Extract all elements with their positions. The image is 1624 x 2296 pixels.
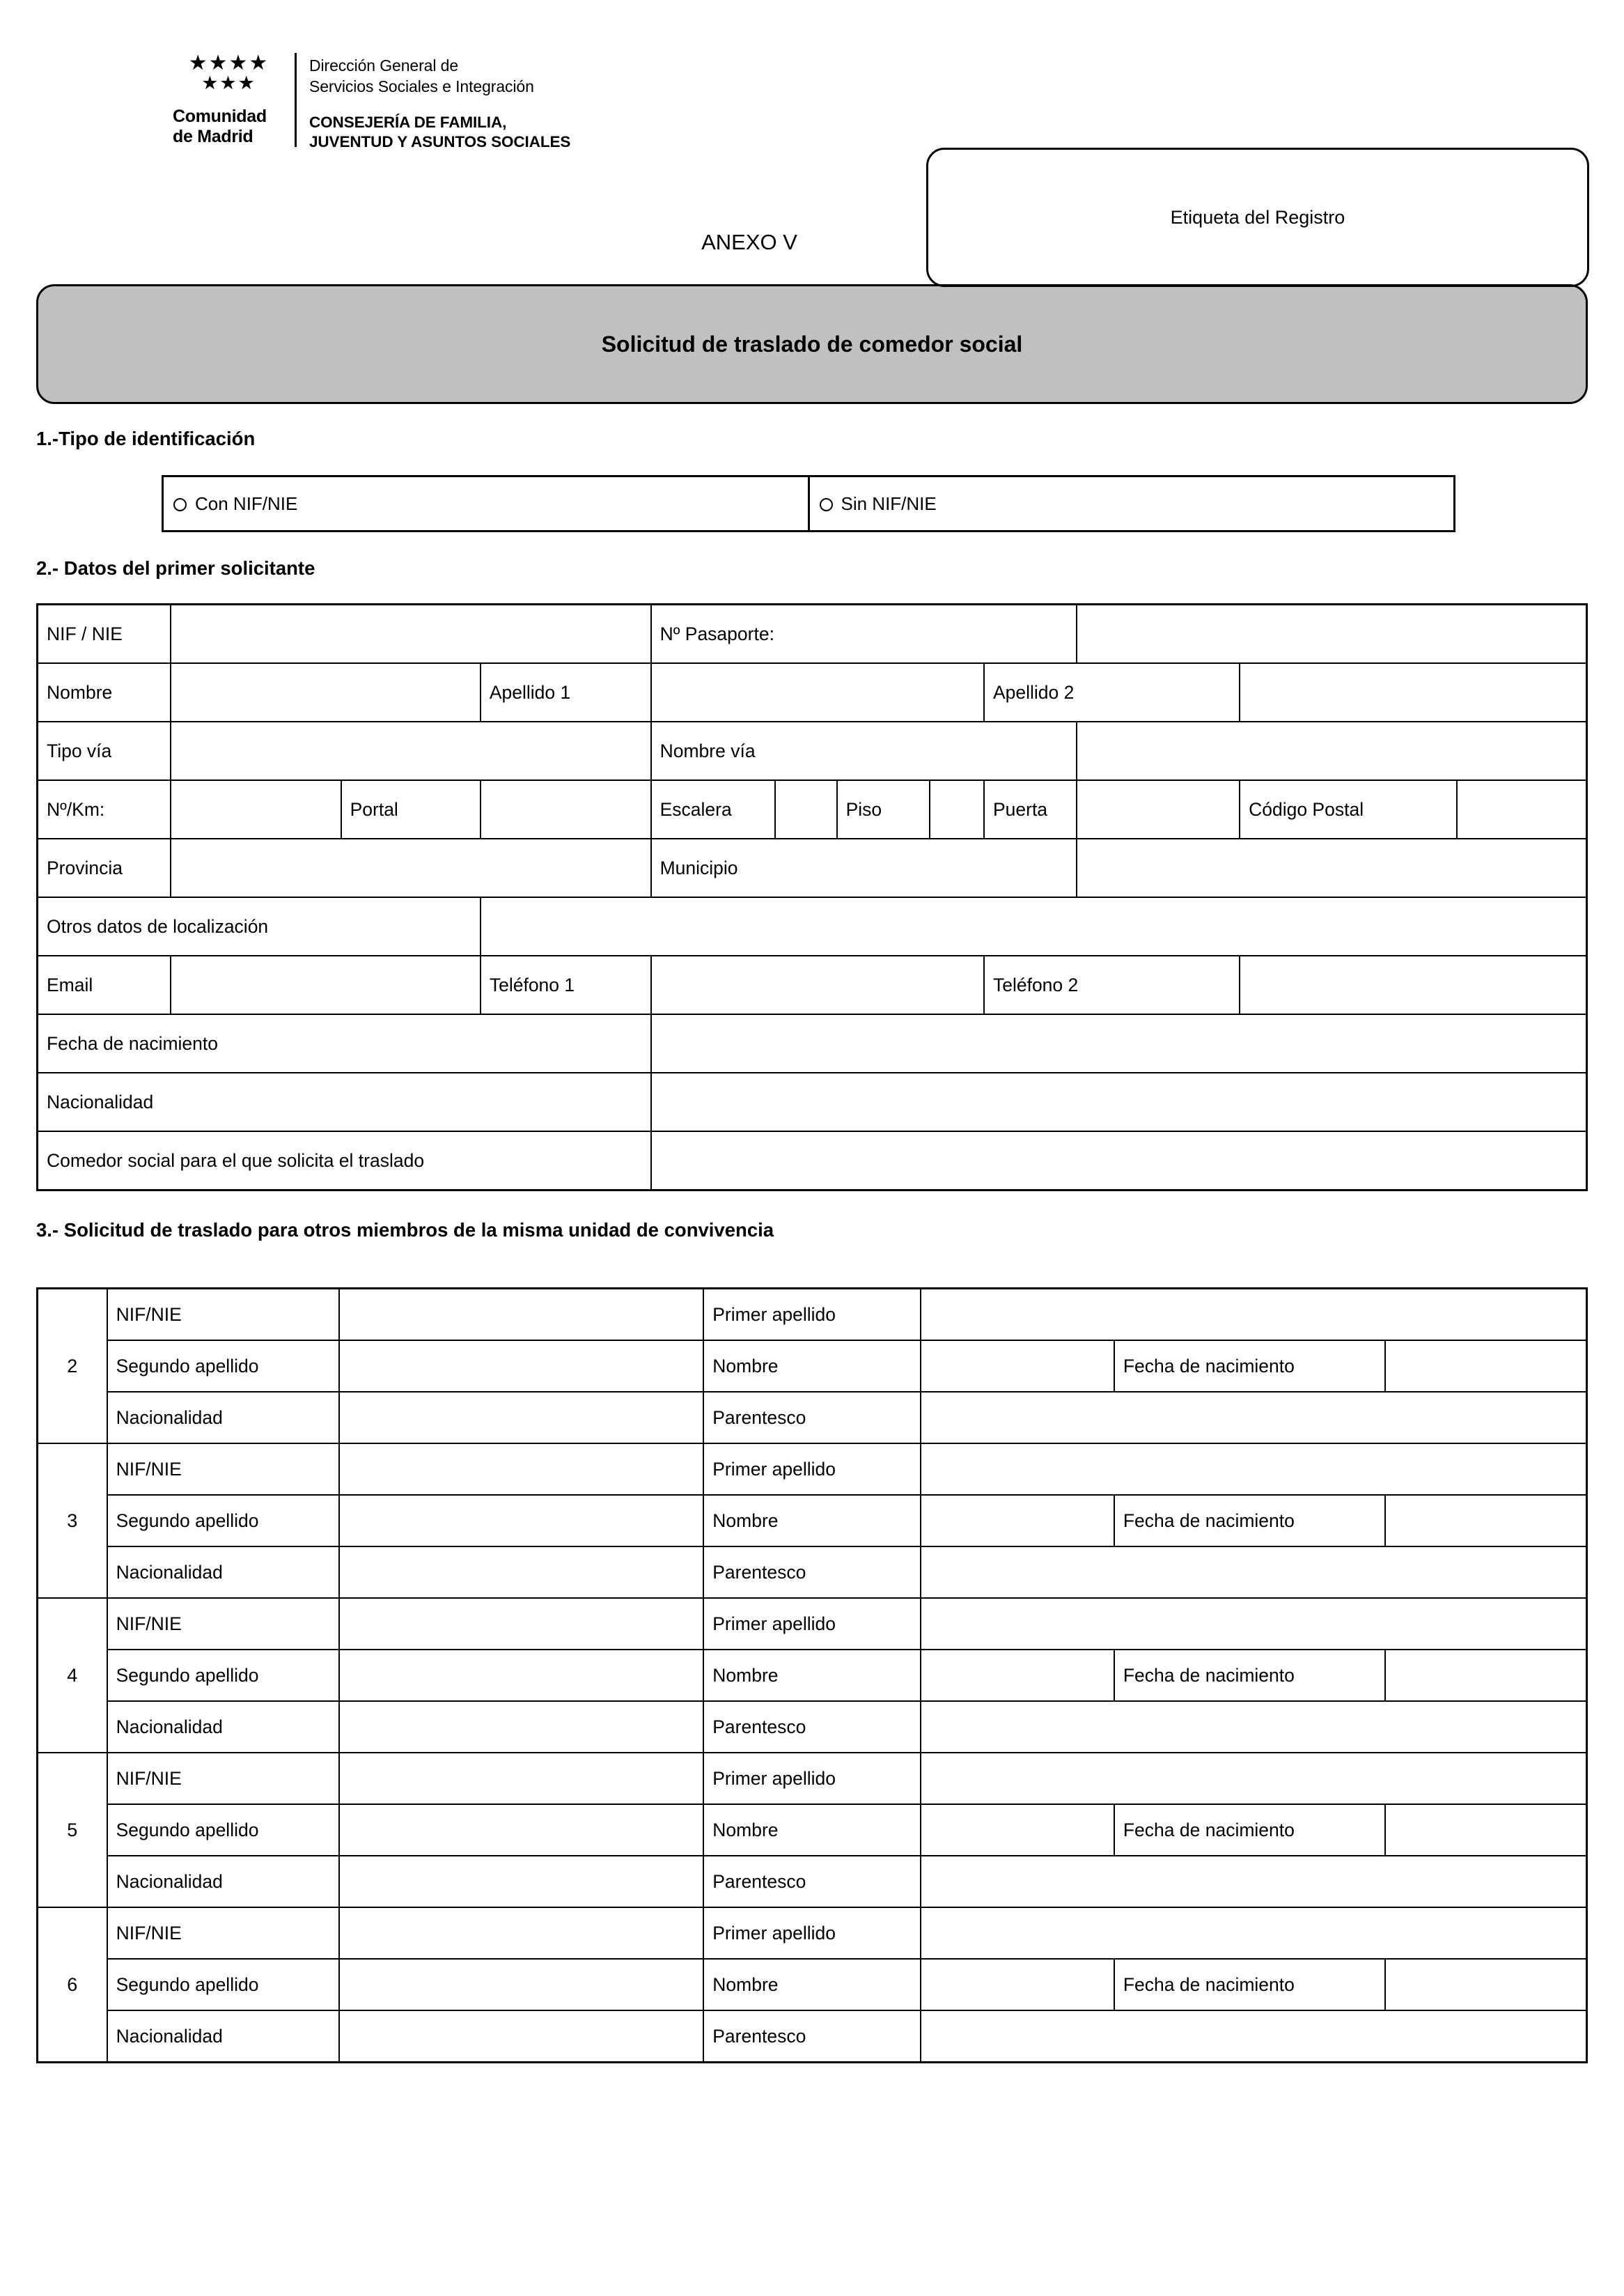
section-1-title: 1.-Tipo de identificación xyxy=(36,428,256,449)
label-portal: Portal xyxy=(341,780,481,839)
label-apellido-1: Apellido 1 xyxy=(481,663,651,722)
option-sin-nif-cell[interactable] xyxy=(809,476,1455,532)
label-primer-apellido: Primer apellido xyxy=(703,1443,921,1495)
label-nacionalidad: Nacionalidad xyxy=(107,1701,340,1753)
field-nif-nie-6[interactable] xyxy=(339,1907,703,1959)
label-piso: Piso xyxy=(837,780,930,839)
stars-row-2: ★★★ xyxy=(201,72,256,94)
direccion-general-line-1: Dirección General de xyxy=(309,56,459,75)
field-nacionalidad-2[interactable] xyxy=(339,1392,703,1443)
label-nombre: Nombre xyxy=(703,1959,921,2010)
logo-left-block xyxy=(173,53,297,147)
document-header xyxy=(36,39,1588,228)
label-tipo-via: Tipo vía xyxy=(38,722,171,780)
label-parentesco: Parentesco xyxy=(703,2010,921,2063)
consejeria-line-1: CONSEJERÍA DE FAMILIA, xyxy=(309,113,507,131)
field-tipo-via[interactable] xyxy=(171,722,651,780)
table-row xyxy=(38,1014,1587,1073)
field-nombre-2[interactable] xyxy=(921,1340,1114,1392)
label-fecha-nacimiento: Fecha de nacimiento xyxy=(1114,1495,1385,1546)
label-primer-apellido: Primer apellido xyxy=(703,1598,921,1650)
label-nif-nie: NIF/NIE xyxy=(107,1753,340,1804)
member-index-5: 5 xyxy=(38,1753,107,1907)
field-municipio[interactable] xyxy=(1077,839,1586,897)
field-portal[interactable] xyxy=(481,780,651,839)
field-telefono-1[interactable] xyxy=(651,956,984,1014)
field-apellido-2[interactable] xyxy=(1240,663,1586,722)
field-email[interactable] xyxy=(171,956,481,1014)
registro-label-text: Etiqueta del Registro xyxy=(1170,206,1345,228)
field-fecha-nacimiento-3[interactable] xyxy=(1385,1495,1586,1546)
logo-right-block xyxy=(297,53,570,152)
label-parentesco: Parentesco xyxy=(703,1856,921,1907)
option-sin-nif-label: Sin NIF/NIE xyxy=(841,492,937,514)
field-nif-nie-4[interactable] xyxy=(339,1598,703,1650)
field-nombre-3[interactable] xyxy=(921,1495,1114,1546)
identification-table-wrapper xyxy=(36,475,1588,532)
field-primer-apellido-2[interactable] xyxy=(921,1289,1587,1341)
table-row xyxy=(38,1546,1587,1598)
field-puerta[interactable] xyxy=(1077,780,1240,839)
label-nombre: Nombre xyxy=(703,1804,921,1856)
label-nacionalidad: Nacionalidad xyxy=(107,1856,340,1907)
label-nif-nie: NIF/NIE xyxy=(107,1443,340,1495)
label-fecha-nacimiento: Fecha de nacimiento xyxy=(1114,1650,1385,1701)
table-row xyxy=(38,663,1587,722)
table-row xyxy=(38,1392,1587,1443)
label-fecha-nacimiento: Fecha de nacimiento xyxy=(1114,1804,1385,1856)
field-segundo-apellido-2[interactable] xyxy=(339,1340,703,1392)
stars-row-1: ★★★★ xyxy=(188,51,270,75)
field-primer-apellido-5[interactable] xyxy=(921,1753,1587,1804)
field-nombre-6[interactable] xyxy=(921,1959,1114,2010)
table-row xyxy=(38,1073,1587,1131)
label-nombre: Nombre xyxy=(38,663,171,722)
field-nombre-5[interactable] xyxy=(921,1804,1114,1856)
label-nif-nie: NIF/NIE xyxy=(107,1289,340,1341)
consejeria-block xyxy=(309,113,570,152)
radio-icon[interactable] xyxy=(173,498,187,511)
field-nacionalidad-5[interactable] xyxy=(339,1856,703,1907)
label-fecha-nacimiento: Fecha de nacimiento xyxy=(38,1014,651,1073)
logo-community-name xyxy=(173,107,285,147)
label-nacionalidad: Nacionalidad xyxy=(107,1392,340,1443)
field-segundo-apellido-6[interactable] xyxy=(339,1959,703,2010)
field-nacionalidad-6[interactable] xyxy=(339,2010,703,2063)
option-con-nif-cell[interactable] xyxy=(163,476,809,532)
table-row xyxy=(38,1340,1587,1392)
field-num-km[interactable] xyxy=(171,780,341,839)
logo-community-line-2: de Madrid xyxy=(173,126,253,146)
label-nombre: Nombre xyxy=(703,1340,921,1392)
table-row xyxy=(38,1804,1587,1856)
field-primer-apellido-3[interactable] xyxy=(921,1443,1587,1495)
form-title-text: Solicitud de traslado de comedor social xyxy=(601,331,1023,357)
field-fecha-nacimiento-4[interactable] xyxy=(1385,1650,1586,1701)
field-nombre[interactable] xyxy=(171,663,481,722)
field-telefono-2[interactable] xyxy=(1240,956,1586,1014)
field-parentesco-5[interactable] xyxy=(921,1856,1587,1907)
label-comedor-social: Comedor social para el que solicita el traslado xyxy=(38,1131,651,1190)
table-row xyxy=(38,780,1587,839)
field-segundo-apellido-5[interactable] xyxy=(339,1804,703,1856)
section-3-table-wrapper xyxy=(36,1287,1588,2063)
field-nif-nie-3[interactable] xyxy=(339,1443,703,1495)
member-index-2: 2 xyxy=(38,1289,107,1444)
field-fecha-nacimiento[interactable] xyxy=(651,1014,1587,1073)
table-row xyxy=(38,1131,1587,1190)
field-segundo-apellido-3[interactable] xyxy=(339,1495,703,1546)
label-fecha-nacimiento: Fecha de nacimiento xyxy=(1114,1340,1385,1392)
label-fecha-nacimiento: Fecha de nacimiento xyxy=(1114,1959,1385,2010)
label-segundo-apellido: Segundo apellido xyxy=(107,1804,340,1856)
label-telefono-2: Teléfono 2 xyxy=(984,956,1240,1014)
field-fecha-nacimiento-2[interactable] xyxy=(1385,1340,1586,1392)
label-segundo-apellido: Segundo apellido xyxy=(107,1959,340,2010)
table-row xyxy=(38,2010,1587,2063)
label-nif-nie: NIF/NIE xyxy=(107,1907,340,1959)
field-escalera[interactable] xyxy=(775,780,837,839)
member-index-4: 4 xyxy=(38,1598,107,1753)
field-fecha-nacimiento-6[interactable] xyxy=(1385,1959,1586,2010)
label-pasaporte: Nº Pasaporte: xyxy=(651,605,1077,664)
household-members-table xyxy=(36,1287,1588,2063)
consejeria-line-2: JUVENTUD Y ASUNTOS SOCIALES xyxy=(309,132,571,150)
field-nacionalidad[interactable] xyxy=(651,1073,1587,1131)
direccion-general-line-2: Servicios Sociales e Integración xyxy=(309,77,534,95)
table-row xyxy=(38,897,1587,956)
field-comedor-social[interactable] xyxy=(651,1131,1587,1190)
label-nombre: Nombre xyxy=(703,1650,921,1701)
field-nif-nie-2[interactable] xyxy=(339,1289,703,1341)
field-nombre-via[interactable] xyxy=(1077,722,1586,780)
section-3-title: 3.- Solicitud de traslado para otros miembros de la misma unidad de convivencia xyxy=(36,1219,774,1241)
field-otros-datos[interactable] xyxy=(481,897,1587,956)
comunidad-de-madrid-logo xyxy=(173,53,570,152)
table-row xyxy=(38,839,1587,897)
label-primer-apellido: Primer apellido xyxy=(703,1289,921,1341)
label-primer-apellido: Primer apellido xyxy=(703,1907,921,1959)
table-row xyxy=(38,1959,1587,2010)
field-parentesco-6[interactable] xyxy=(921,2010,1587,2063)
label-nacionalidad: Nacionalidad xyxy=(38,1073,651,1131)
field-parentesco-3[interactable] xyxy=(921,1546,1587,1598)
option-con-nif-label: Con NIF/NIE xyxy=(195,492,298,514)
label-primer-apellido: Primer apellido xyxy=(703,1753,921,1804)
label-num-km: Nº/Km: xyxy=(38,780,171,839)
label-nombre: Nombre xyxy=(703,1495,921,1546)
applicant-data-table xyxy=(36,603,1588,1191)
label-parentesco: Parentesco xyxy=(703,1546,921,1598)
table-row xyxy=(38,722,1587,780)
label-escalera: Escalera xyxy=(651,780,775,839)
member-index-3: 3 xyxy=(38,1443,107,1598)
label-nacionalidad: Nacionalidad xyxy=(107,1546,340,1598)
field-provincia[interactable] xyxy=(171,839,651,897)
field-piso[interactable] xyxy=(930,780,984,839)
field-fecha-nacimiento-5[interactable] xyxy=(1385,1804,1586,1856)
label-provincia: Provincia xyxy=(38,839,171,897)
label-telefono-1: Teléfono 1 xyxy=(481,956,651,1014)
field-primer-apellido-6[interactable] xyxy=(921,1907,1587,1959)
anexo-heading: ANEXO V xyxy=(701,230,797,254)
label-segundo-apellido: Segundo apellido xyxy=(107,1340,340,1392)
label-nombre-via: Nombre vía xyxy=(651,722,1077,780)
label-email: Email xyxy=(38,956,171,1014)
field-codigo-postal[interactable] xyxy=(1457,780,1587,839)
section-2-title: 2.- Datos del primer solicitante xyxy=(36,557,315,579)
label-nif-nie: NIF / NIE xyxy=(38,605,171,664)
field-apellido-1[interactable] xyxy=(651,663,984,722)
radio-icon[interactable] xyxy=(820,498,833,511)
field-parentesco-2[interactable] xyxy=(921,1392,1587,1443)
label-municipio: Municipio xyxy=(651,839,1077,897)
label-parentesco: Parentesco xyxy=(703,1701,921,1753)
table-row xyxy=(163,476,1455,532)
table-row xyxy=(38,1856,1587,1907)
table-row xyxy=(38,1907,1587,1959)
household-members-body xyxy=(38,1289,1587,2063)
form-title-bar xyxy=(36,284,1588,404)
table-row xyxy=(38,1598,1587,1650)
field-primer-apellido-4[interactable] xyxy=(921,1598,1587,1650)
label-nif-nie: NIF/NIE xyxy=(107,1598,340,1650)
field-nacionalidad-4[interactable] xyxy=(339,1701,703,1753)
label-otros-datos: Otros datos de localización xyxy=(38,897,481,956)
field-pasaporte[interactable] xyxy=(1077,605,1586,664)
label-nacionalidad: Nacionalidad xyxy=(107,2010,340,2063)
table-row xyxy=(38,1701,1587,1753)
field-nif-nie-5[interactable] xyxy=(339,1753,703,1804)
stars-icon xyxy=(173,53,285,93)
table-row xyxy=(38,605,1587,664)
label-puerta: Puerta xyxy=(984,780,1077,839)
field-nif-nie[interactable] xyxy=(171,605,651,664)
table-row xyxy=(38,956,1587,1014)
identification-table xyxy=(162,475,1455,532)
field-parentesco-4[interactable] xyxy=(921,1701,1587,1753)
label-apellido-2: Apellido 2 xyxy=(984,663,1240,722)
table-row xyxy=(38,1495,1587,1546)
label-parentesco: Parentesco xyxy=(703,1392,921,1443)
registro-label-box xyxy=(926,148,1589,287)
field-nacionalidad-3[interactable] xyxy=(339,1546,703,1598)
label-segundo-apellido: Segundo apellido xyxy=(107,1650,340,1701)
table-row xyxy=(38,1289,1587,1341)
label-segundo-apellido: Segundo apellido xyxy=(107,1495,340,1546)
logo-community-line-1: Comunidad xyxy=(173,107,267,126)
section-2-table-wrapper xyxy=(36,603,1588,1191)
table-row xyxy=(38,1443,1587,1495)
table-row xyxy=(38,1650,1587,1701)
label-codigo-postal: Código Postal xyxy=(1240,780,1457,839)
field-nombre-4[interactable] xyxy=(921,1650,1114,1701)
table-row xyxy=(38,1753,1587,1804)
member-index-6: 6 xyxy=(38,1907,107,2063)
field-segundo-apellido-4[interactable] xyxy=(339,1650,703,1701)
